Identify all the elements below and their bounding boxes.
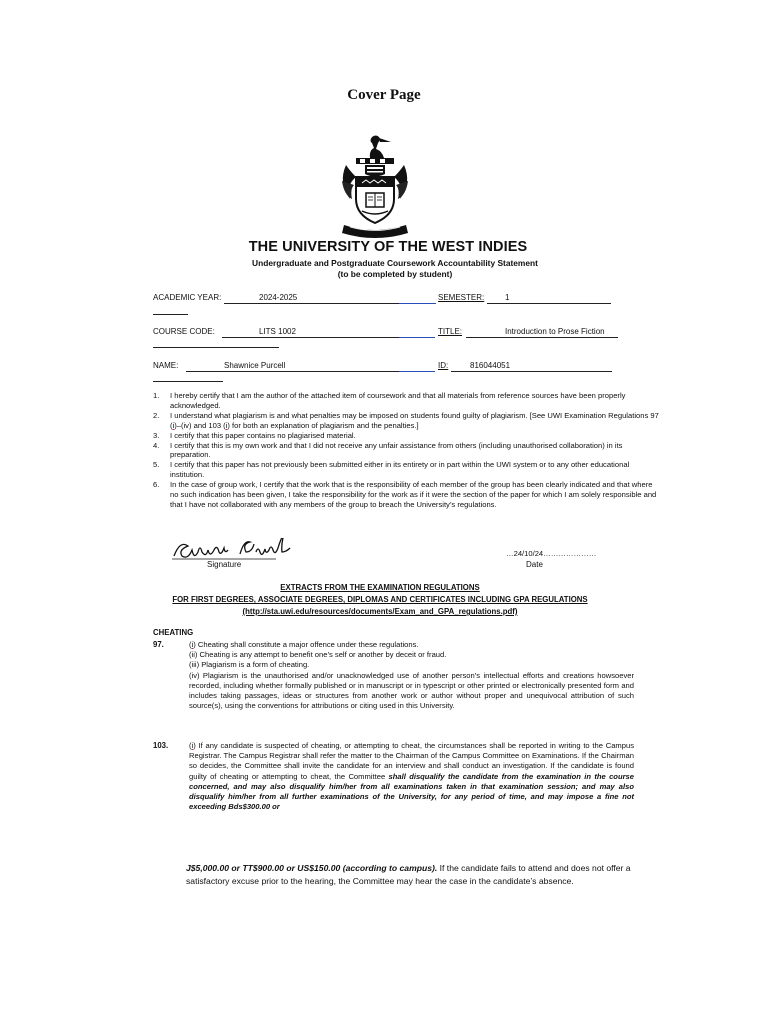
- certification-text: I certify that this paper contains no plagiarised material.: [170, 430, 356, 440]
- extracts-url[interactable]: (http://sta.uwi.edu/resources/documents/Exam_and_GPA_regulations.pdf): [242, 607, 518, 616]
- date-label: Date: [526, 560, 543, 569]
- regulation-number: 103.: [153, 741, 169, 750]
- regulation-clause: (iv) Plagiarism is the unauthorised and/or unacknowledged use of another person’s intellectual efforts and creations howsoever recorded, including whether formally published or in manuscript or in typescript or other printed or electronically presented form and includes taking passages, ideas or structures from another work or author without proper and unequivocal attribution of such source(s), using the conventions for attributions or citing used in this University.: [189, 670, 634, 711]
- signature-label: Signature: [207, 560, 242, 569]
- underline: [451, 371, 612, 372]
- regulation-103-continued: J$5,000.00 or TT$900.00 or US$150.00 (according to campus). If the candidate fails to attend and does not offer a satisfactory excuse prior to the hearing, the Committee may hear the case in the candidate’s absence.: [186, 863, 631, 886]
- date-value: …24/10/24…………………: [506, 549, 597, 558]
- page-title: Cover Page: [347, 87, 421, 103]
- academic-year-label: ACADEMIC YEAR:: [153, 293, 222, 302]
- list-number: 2.: [153, 410, 160, 420]
- course-code-value: LITS 1002: [259, 327, 296, 336]
- underline: [487, 303, 611, 304]
- regulation-97-text: [189, 640, 634, 711]
- academic-year-value: 2024-2025: [259, 293, 298, 302]
- certification-text: I understand what plagiarism is and what penalties may be imposed on students found guilty of plagiarism. [See UWI Examination Regulations 97 (i)–(iv) and 103 (i) for both an explanation of plagiarism and the penalties.]: [170, 410, 659, 430]
- statement-note: (to be completed by student): [337, 269, 453, 279]
- list-item: [153, 480, 663, 510]
- underline: [399, 371, 435, 372]
- regulation-clause: (i) Cheating shall constitute a major offence under these regulations.: [189, 640, 419, 649]
- regulation-number: 97.: [153, 640, 164, 649]
- list-number: 3.: [153, 430, 160, 440]
- id-label: ID:: [438, 361, 449, 370]
- list-number: 6.: [153, 480, 160, 490]
- statement-title: Undergraduate and Postgraduate Coursework Accountability Statement: [252, 258, 538, 268]
- list-number: 4.: [153, 440, 160, 450]
- certification-list: [153, 391, 663, 510]
- list-item: [153, 441, 663, 461]
- regulation-103-text: (i) If any candidate is suspected of cheating, or attempting to cheat, the circumstances shall be reported in writing to the Campus Registrar. The Campus Registrar shall refer the matter to the Chairman of the Campus Committee on Examinations. If the Chairman so decides, the Committee shall invite the candidate for an interview and shall conduct an investigation. If the candidate is found guilty of cheating or attempting to cheat, the Committee shall disqualify the candidate from the examination in the course concerned, and may also disqualify him/her from all examinations taken in that examination session; and may also disqualify him/her from all further examinations of the University, for any period of time, and may impose a fine not exceeding Bds$300.00 or: [189, 741, 634, 812]
- course-code-label: COURSE CODE:: [153, 327, 215, 336]
- list-number: 5.: [153, 460, 160, 470]
- regulation-clause: (iii) Plagiarism is a form of cheating.: [189, 660, 310, 670]
- underline: [399, 337, 435, 338]
- section-heading: CHEATING: [153, 628, 194, 637]
- underline: [153, 347, 279, 348]
- underline: [222, 337, 399, 338]
- handwritten-signature: [170, 538, 310, 562]
- underline: [153, 314, 188, 315]
- underline: [399, 303, 436, 304]
- title-label: TITLE:: [438, 327, 463, 336]
- certification-text: In the case of group work, I certify that the work that is the responsibility of each member of the group has been clearly indicated and that where no such indication has been given, I take the responsibility for the work as if it were the section of the paper for which I am solely responsible and that I have not collaborated with any members of the group to breach the University’s regulations.: [170, 480, 657, 509]
- underline: [153, 381, 223, 382]
- certification-text: I certify that this is my own work and that I did not receive any unfair assistance from others (including unauthorised collaboration) in its preparation.: [170, 440, 623, 460]
- regulation-clause: (ii) Cheating is any attempt to benefit one’s self or another by deceit or fraud.: [189, 650, 447, 660]
- semester-label: SEMESTER:: [438, 293, 485, 302]
- name-label: NAME:: [153, 361, 179, 370]
- university-crest-icon: [336, 133, 414, 239]
- name-value: Shawnice Purcell: [224, 361, 286, 370]
- list-item: [153, 391, 663, 411]
- certification-text: I hereby certify that I am the author of the attached item of coursework and that all materials from reference sources have been properly acknowledged.: [170, 391, 626, 410]
- title-value: Introduction to Prose Fiction: [505, 327, 605, 336]
- list-item: [153, 460, 663, 480]
- semester-value: 1: [505, 293, 510, 302]
- extracts-subtitle: FOR FIRST DEGREES, ASSOCIATE DEGREES, DIPLOMAS AND CERTIFICATES INCLUDING GPA REGULATIONS: [172, 595, 588, 604]
- underline: [466, 337, 618, 338]
- extracts-title: EXTRACTS FROM THE EXAMINATION REGULATIONS: [280, 583, 480, 592]
- underline: [224, 303, 399, 304]
- certification-text: I certify that this paper has not previously been submitted either in its entirety or in part within the UWI system or to any other educational institution.: [170, 460, 630, 480]
- list-item: [153, 431, 663, 441]
- university-name: THE UNIVERSITY OF THE WEST INDIES: [248, 239, 528, 255]
- list-item: [153, 411, 663, 431]
- id-value: 816044051: [470, 361, 511, 370]
- underline: [186, 371, 399, 372]
- list-number: 1.: [153, 391, 160, 400]
